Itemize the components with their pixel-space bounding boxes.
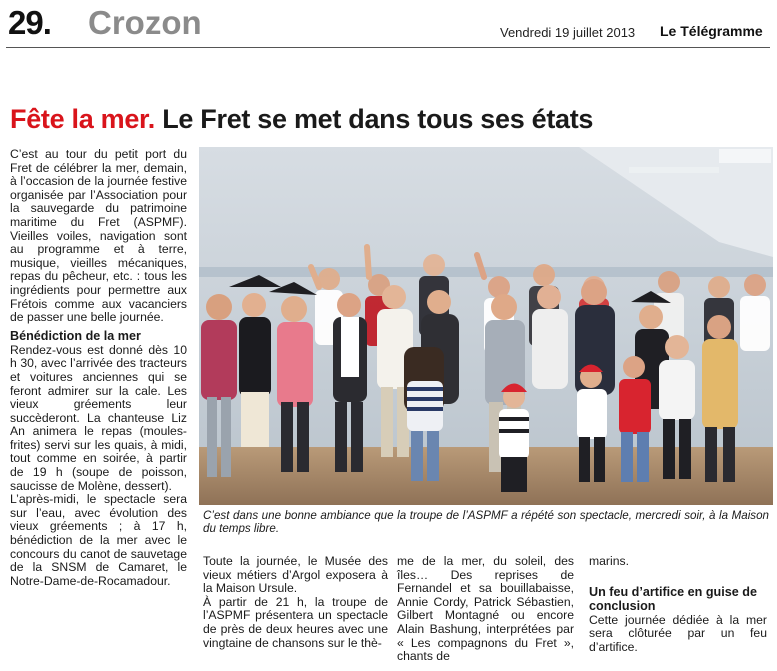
photo-illustration xyxy=(199,147,773,505)
publication-name: Le Télégramme xyxy=(660,23,763,39)
intro-paragraph: C’est au tour du petit port du Fret de célébrer la mer, demain, à l’occasion de la journée festive organisée par l’Association pour la sauvegarde du patrimoine maritime du Fret (ASPMF). Vieilles voiles, navigation sont au programme et à terre, musique, vieilles mécaniques, repas du pêcheur, etc. : tous les ingrédients pour permettre aux Frétois comme aux vacanciers de passer une belle journée. xyxy=(10,147,187,325)
paragraph-musee: Toute la journée, le Musée des vieux métiers d’Argol exposera à la Maison Ursule. xyxy=(203,554,388,596)
paragraph-marins: marins. xyxy=(589,554,629,568)
group-photo xyxy=(199,147,773,505)
headline xyxy=(10,104,593,135)
paragraph-reprises: me de la mer, du soleil, des îles… Des reprises de Fernandel et sa bouillabaisse, Annie Cordy, Patrick Sébastien, Gilbert Montagné ou encore Alain Bashung, interprétées par « Les compagnons du Fret », chants de xyxy=(397,554,574,664)
column-2 xyxy=(203,555,388,650)
publication-date: Vendredi 19 juillet 2013 xyxy=(500,25,636,40)
column-4 xyxy=(589,555,767,654)
subhead-benediction: Bénédiction de la mer xyxy=(10,328,141,343)
subhead-feu-artifice: Un feu d’artifice en guise de conclusion xyxy=(589,584,757,613)
headline-title: Le Fret se met dans tous ses états xyxy=(162,104,594,134)
paragraph-feu-artifice: Cette journée dédiée à la mer sera clôturée par un feu d’artifice. xyxy=(589,612,767,654)
headline-kicker: Fête la mer. xyxy=(10,104,155,134)
column-3 xyxy=(397,555,574,664)
paragraph-spectacle: À partir de 21 h, la troupe de l’ASPMF présentera un spectacle de près de deux heures avec une vingtaine de chansons sur le thè- xyxy=(203,594,388,650)
column-1 xyxy=(10,148,187,588)
section-name: Crozon xyxy=(88,4,202,41)
paragraph-rendez-vous: Rendez-vous est donné dès 10 h 30, avec l’arrivée des tracteurs et voitures anciennes qui se feront admirer sur la cale. Les vieux gréements leur succèderont. La chanteuse Liz An animera le repas (moules-frites) servi sur les quais, à midi, tout comme en soirée, à partir de 19 h (soupe de poisson, saucisse de Molène, dessert). xyxy=(10,342,187,493)
page-number: 29. xyxy=(8,4,51,41)
paragraph-apres-midi: L’après-midi, le spectacle sera sur l’eau, avec évolution des vieux gréements ; à 17 h, bénédiction de la mer avec le concours du canot de sauvetage de la SNSM de Camaret, le Notre-Dame-de-Rocamadour. xyxy=(10,492,187,588)
photo-caption: C’est dans une bonne ambiance que la troupe de l’ASPMF a répété son spectacle, mercredi soir, à la Maison du temps libre. xyxy=(203,509,769,535)
header-rule xyxy=(6,47,770,48)
